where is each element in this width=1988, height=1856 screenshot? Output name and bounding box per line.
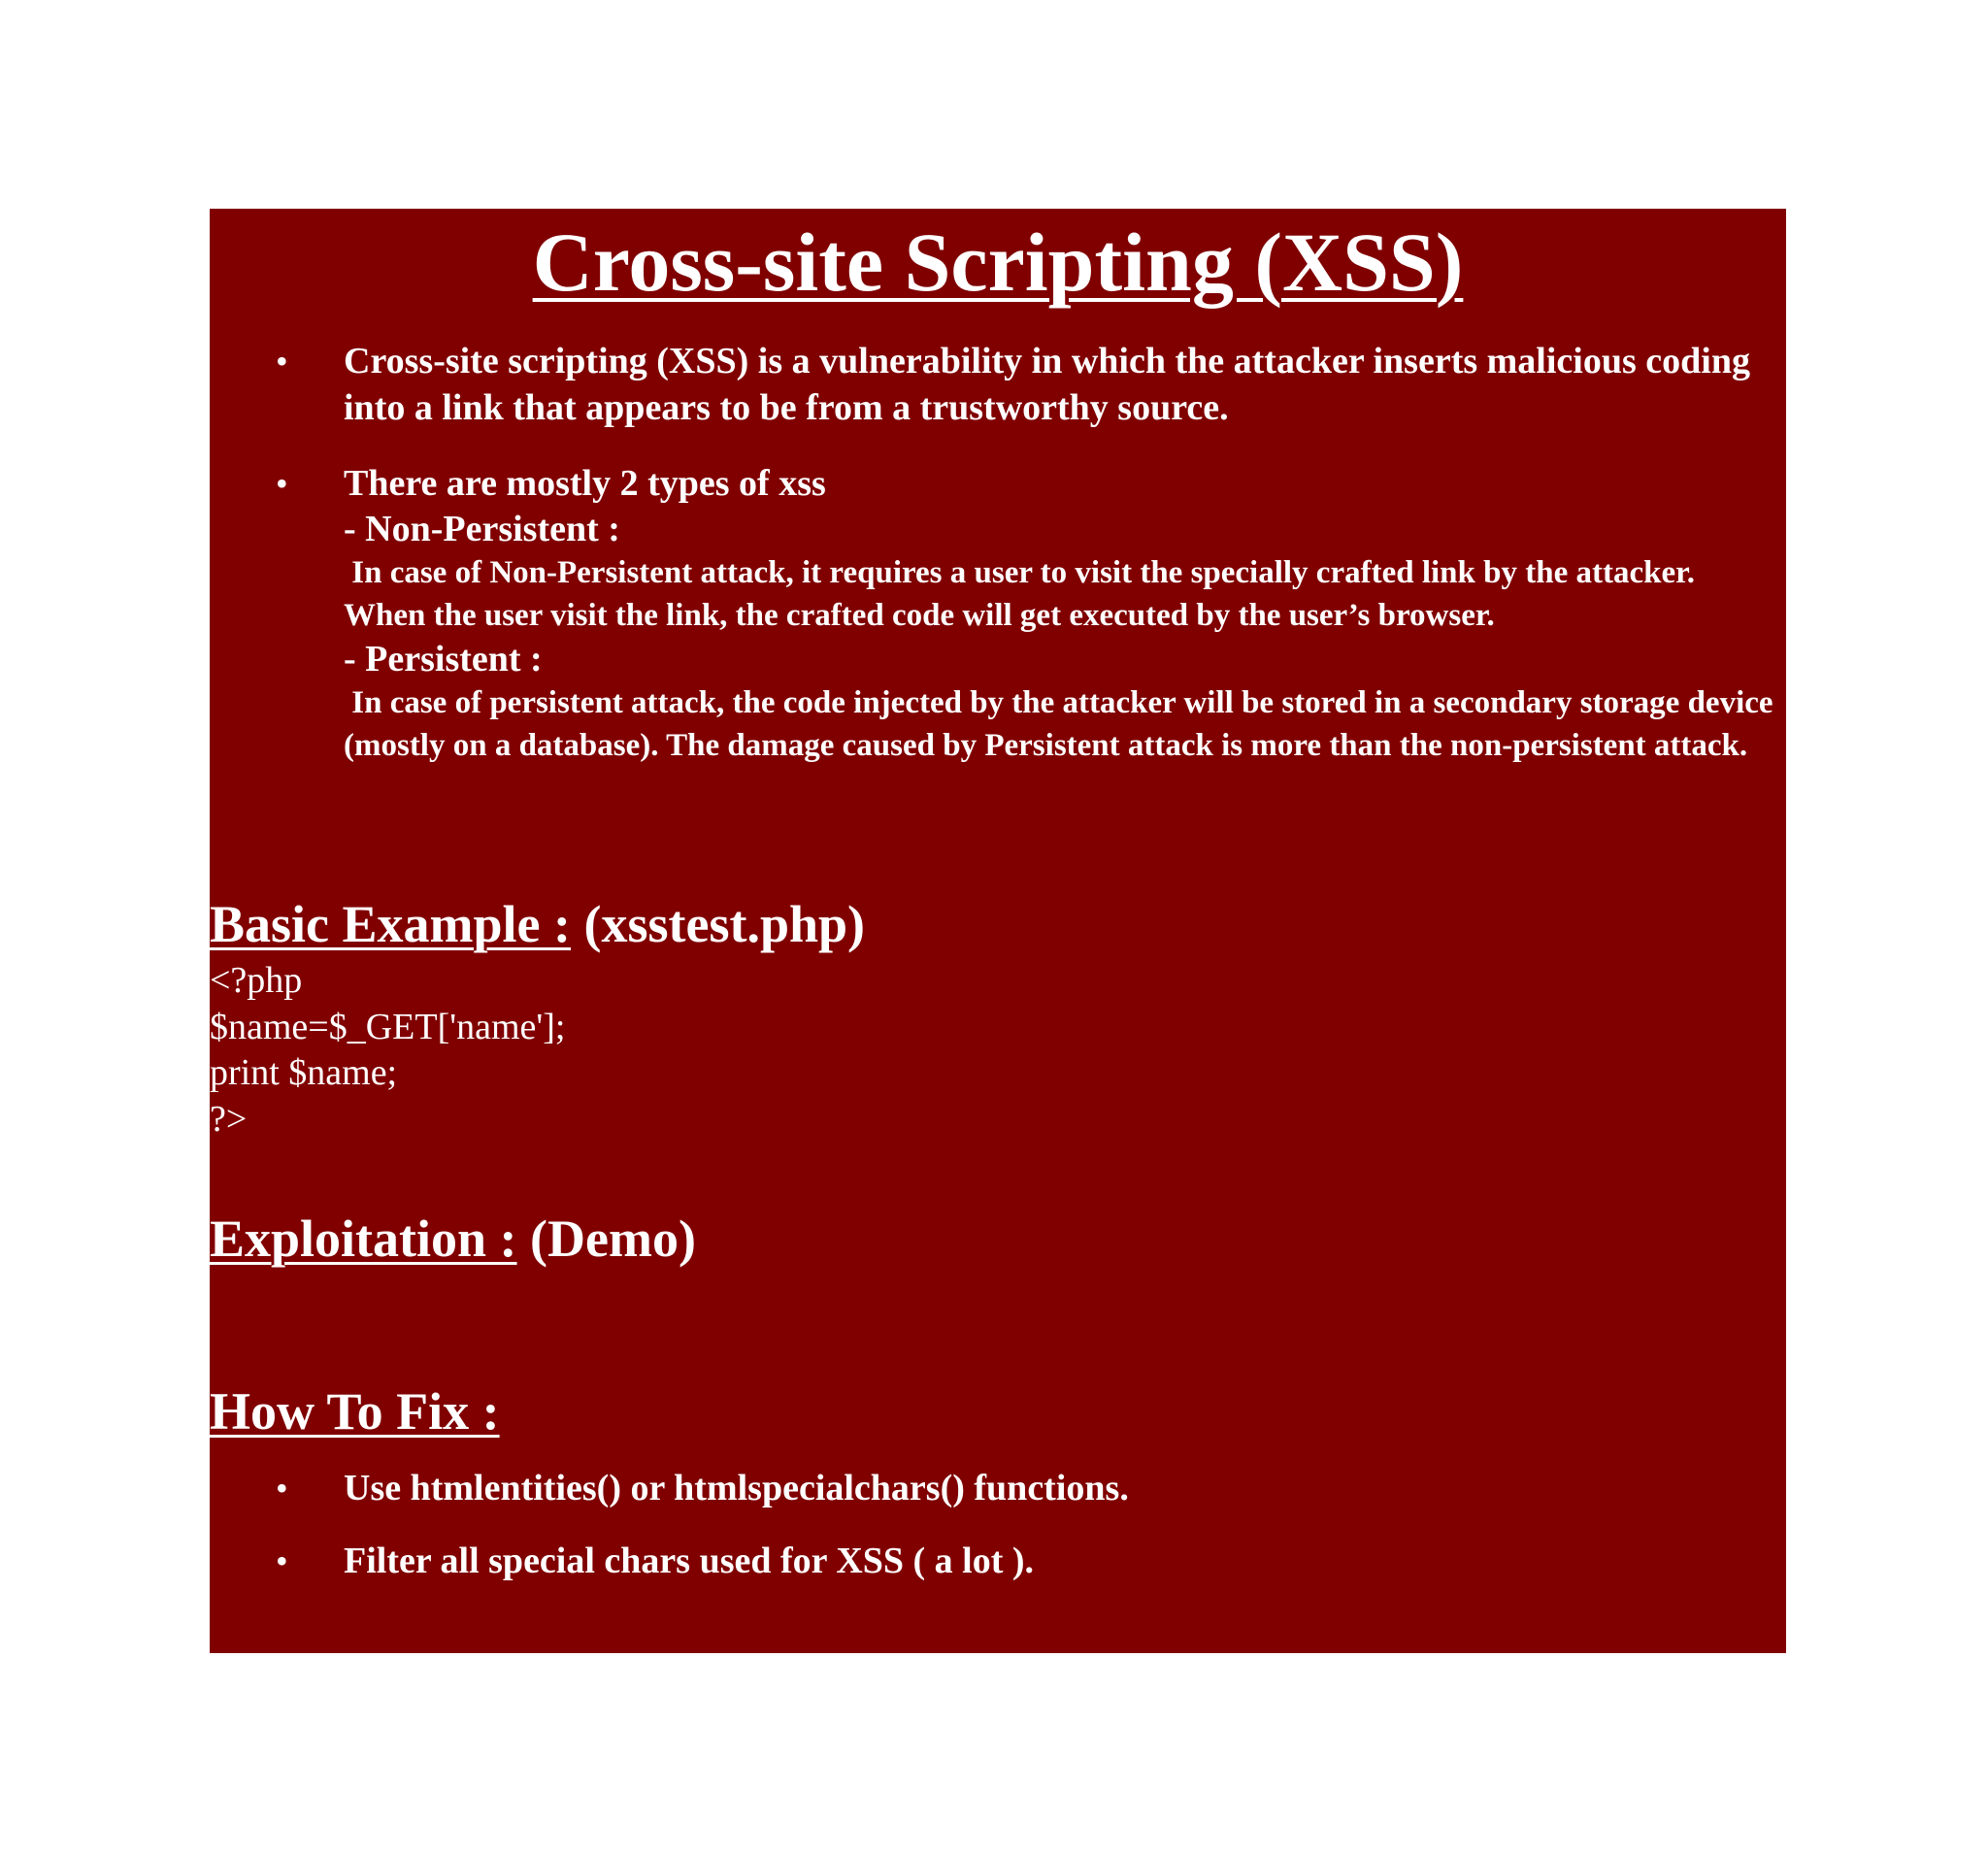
persistent-description: In case of persistent attack, the code injected by the attacker will be stored in a secondary storage device (mostly on a database). The damage caused by Persistent attack is more than the non-persistent attack. (344, 685, 1781, 763)
slide (210, 209, 1786, 1653)
exploitation-suffix: (Demo) (516, 1210, 696, 1268)
non-persistent-description: In case of Non-Persistent attack, it requires a user to visit the specially crafted link by the attacker. When the user visit the link, the crafted code will get executed by the user’s browser. (344, 555, 1703, 633)
basic-example-label: Basic Example : (210, 895, 571, 953)
how-to-fix-heading (210, 1383, 500, 1441)
bullet-icon: • (276, 342, 288, 381)
persistent-heading: - Persistent : (344, 639, 543, 679)
code-line: ?> (210, 1098, 248, 1140)
code-line: print $name; (210, 1052, 398, 1093)
exploitation-heading (210, 1210, 696, 1268)
code-line: <?php (210, 960, 303, 1001)
list-item (210, 1465, 1786, 1511)
exploitation-label: Exploitation : (210, 1210, 517, 1268)
fix-item-text: Filter all special chars used for XSS ( a lot ). (344, 1541, 1035, 1581)
code-line: $name=$_GET['name']; (210, 1006, 566, 1047)
how-to-fix-label: How To Fix : (210, 1382, 500, 1441)
bullet-icon: • (276, 1541, 288, 1580)
list-item (210, 460, 1786, 767)
intro-bullet-list (210, 338, 1786, 767)
list-item (210, 338, 1786, 431)
fix-bullet-list (210, 1465, 1786, 1584)
basic-example-filename: (xsstest.php) (571, 895, 866, 953)
definition-text: Cross-site scripting (XSS) is a vulnerability in which the attacker inserts malicious coding into a link that appears to be from a trustworthy source. (344, 341, 1750, 428)
code-example (210, 958, 565, 1143)
bullet-icon: • (276, 464, 288, 503)
fix-item-text: Use htmlentities() or htmlspecialchars() functions. (344, 1468, 1129, 1508)
types-intro-text: There are mostly 2 types of xss (344, 463, 826, 504)
basic-example-heading (210, 896, 865, 953)
non-persistent-heading: - Non-Persistent : (344, 509, 620, 549)
bullet-icon: • (276, 1469, 288, 1508)
slide-title: Cross-site Scripting (XSS) (532, 215, 1464, 309)
list-item (210, 1538, 1786, 1584)
